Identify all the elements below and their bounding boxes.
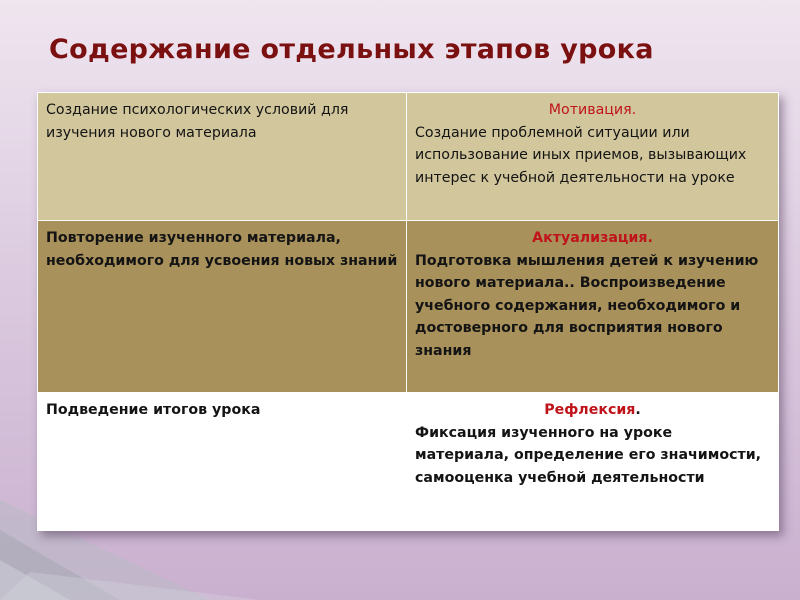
stage-name-period: . xyxy=(635,402,641,418)
stage-name: Мотивация. xyxy=(548,102,637,118)
condition-cell: Создание психологических условий для изучения нового материала xyxy=(38,93,407,221)
stage-name-text: Рефлексия xyxy=(544,402,636,418)
table-row xyxy=(38,221,779,393)
stage-description: Фиксация изученного на уроке материала, определение его значимости, самооценка учебной деятельности xyxy=(415,424,762,486)
table-row xyxy=(38,393,779,531)
stage-description: Подготовка мышления детей к изучению нового материала.. Воспроизведение учебного содержания, необходимого и достоверного для восприятия нового знания xyxy=(415,252,759,359)
stage-description: Создание проблемной ситуации или использование иных приемов, вызывающих интерес к учебной деятельности на уроке xyxy=(415,124,747,186)
stage-cell xyxy=(407,221,779,393)
page-title: Содержание отдельных этапов урока xyxy=(49,34,654,65)
condition-cell: Подведение итогов урока xyxy=(38,393,407,531)
condition-cell: Повторение изученного материала, необходимого для усвоения новых знаний xyxy=(38,221,407,393)
stage-cell xyxy=(407,393,779,531)
stage-name xyxy=(415,399,770,422)
lesson-stages-table xyxy=(37,92,779,531)
stage-cell xyxy=(407,93,779,221)
stage-name: Актуализация. xyxy=(532,230,653,246)
table-row xyxy=(38,93,779,221)
